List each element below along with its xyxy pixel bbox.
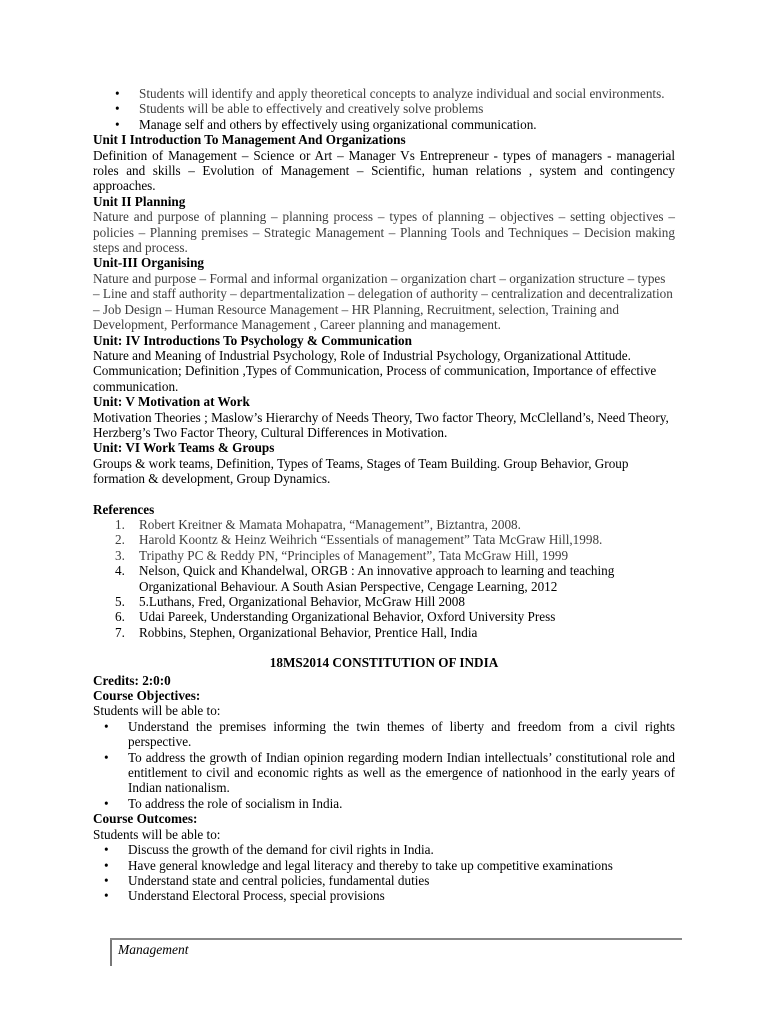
- spacer: [93, 640, 675, 655]
- outcomes-heading: Course Outcomes:: [93, 811, 198, 827]
- unit-heading: Unit: V Motivation at Work: [93, 394, 250, 410]
- list-item: • To address the role of socialism in India.: [93, 796, 675, 811]
- objectives-list: [93, 719, 675, 811]
- spacer: [93, 487, 675, 502]
- course-title: 18MS2014 CONSTITUTION OF INDIA: [269, 655, 499, 671]
- references-list: [93, 517, 675, 640]
- unit-heading: Unit I Introduction To Management And Organizations: [93, 132, 406, 148]
- footer-divider: [110, 940, 112, 966]
- outcomes-list: [93, 842, 675, 904]
- reference-item: 6. Udai Pareek, Understanding Organizational Behavior, Oxford University Press: [115, 609, 556, 625]
- reference-item: 5. 5.Luthans, Fred, Organizational Behavior, McGraw Hill 2008: [115, 594, 465, 609]
- footer-rule: [110, 938, 682, 940]
- unit-heading: Unit: VI Work Teams & Groups: [93, 440, 275, 456]
- unit-body: Nature and Meaning of Industrial Psychology, Role of Industrial Psychology, Organizational Attitude. Communication; Definition ,Types of Communication, Process of communication, Importance of effective communication.: [93, 347, 657, 394]
- list-item: • Understand Electoral Process, special provisions: [93, 888, 675, 903]
- unit-body: Motivation Theories ; Maslow’s Hierarchy of Needs Theory, Two factor Theory, McClelland’s, Need Theory, Herzberg’s Two Factor Theory, Cultural Differences in Motivation.: [93, 409, 669, 440]
- list-item: • Students will be able to effectively and creatively solve problems: [93, 101, 675, 116]
- unit-body: Nature and purpose of planning – planning process – types of planning – objectives – setting objectives – policies – Planning premises – Strategic Management – Planning Tools and Techniques – Decision making steps and process.: [93, 209, 675, 256]
- unit-heading: Unit: IV Introductions To Psychology & Communication: [93, 332, 412, 348]
- unit-body: Definition of Management – Science or Art – Manager Vs Entrepreneur - types of managers - managerial roles and skills – Evolution of Management – Scientific, human relations , system and contingency approaches.: [93, 147, 675, 194]
- reference-item: 1. Robert Kreitner & Mamata Mohapatra, “Management”, Biztantra, 2008.: [115, 516, 521, 532]
- objectives-heading: Course Objectives:: [93, 688, 201, 704]
- unit-heading: Unit II Planning: [93, 193, 186, 209]
- unit-body: Nature and purpose – Formal and informal organization – organization chart – organization structure – types – Line and staff authority – departmentalization – delegation of authority – centralization and decentralization – Job Design – Human Resource Management – HR Planning, Recruitment, selection, Training and Development, Performance Management , Career planning and management.: [93, 270, 673, 333]
- unit-heading: Unit-III Organising: [93, 255, 205, 271]
- reference-item: 4. Nelson, Quick and Khandelwal, ORGB : An innovative approach to learning and teaching Organizational Behaviour. A South Asian Perspective, Cengage Learning, 2012: [115, 563, 615, 594]
- reference-item: 7. Robbins, Stephen, Organizational Behavior, Prentice Hall, India: [115, 624, 478, 640]
- list-item: • Discuss the growth of the demand for civil rights in India.: [93, 842, 675, 857]
- unit-body: Groups & work teams, Definition, Types of Teams, Stages of Team Building. Group Behavior, Group formation & development, Group Dynamics.: [93, 455, 629, 487]
- list-item: • Students will identify and apply theoretical concepts to analyze individual and social environments.: [93, 86, 675, 101]
- reference-item: 2. Harold Koontz & Heinz Weihrich “Essentials of management” Tata McGraw Hill,1998.: [115, 532, 603, 548]
- document-page: [93, 86, 675, 904]
- reference-item: 3. Tripathy PC & Reddy PN, “Principles of Management”, Tata McGraw Hill, 1999: [115, 547, 569, 563]
- footer-label: Management: [118, 942, 189, 957]
- list-item: • Manage self and others by effectively using organizational communication.: [93, 117, 675, 132]
- list-item: • Understand the premises informing the twin themes of liberty and freedom from a civil rights perspective.: [93, 719, 675, 750]
- outcome-bullets: [93, 86, 675, 132]
- outcomes-intro: Students will be able to:: [93, 826, 221, 842]
- credits: Credits: 2:0:0: [93, 672, 171, 688]
- references-heading: References: [93, 501, 155, 517]
- objectives-intro: Students will be able to:: [93, 703, 221, 719]
- list-item: • Understand state and central policies, fundamental duties: [93, 873, 675, 888]
- list-item: • Have general knowledge and legal literacy and thereby to take up competitive examinations: [93, 858, 675, 873]
- list-item: • To address the growth of Indian opinion regarding modern Indian intellectuals’ constitutional role and entitlement to civil and economic rights as well as the emergence of nationhood in the early years of Indian nationalism.: [93, 750, 675, 796]
